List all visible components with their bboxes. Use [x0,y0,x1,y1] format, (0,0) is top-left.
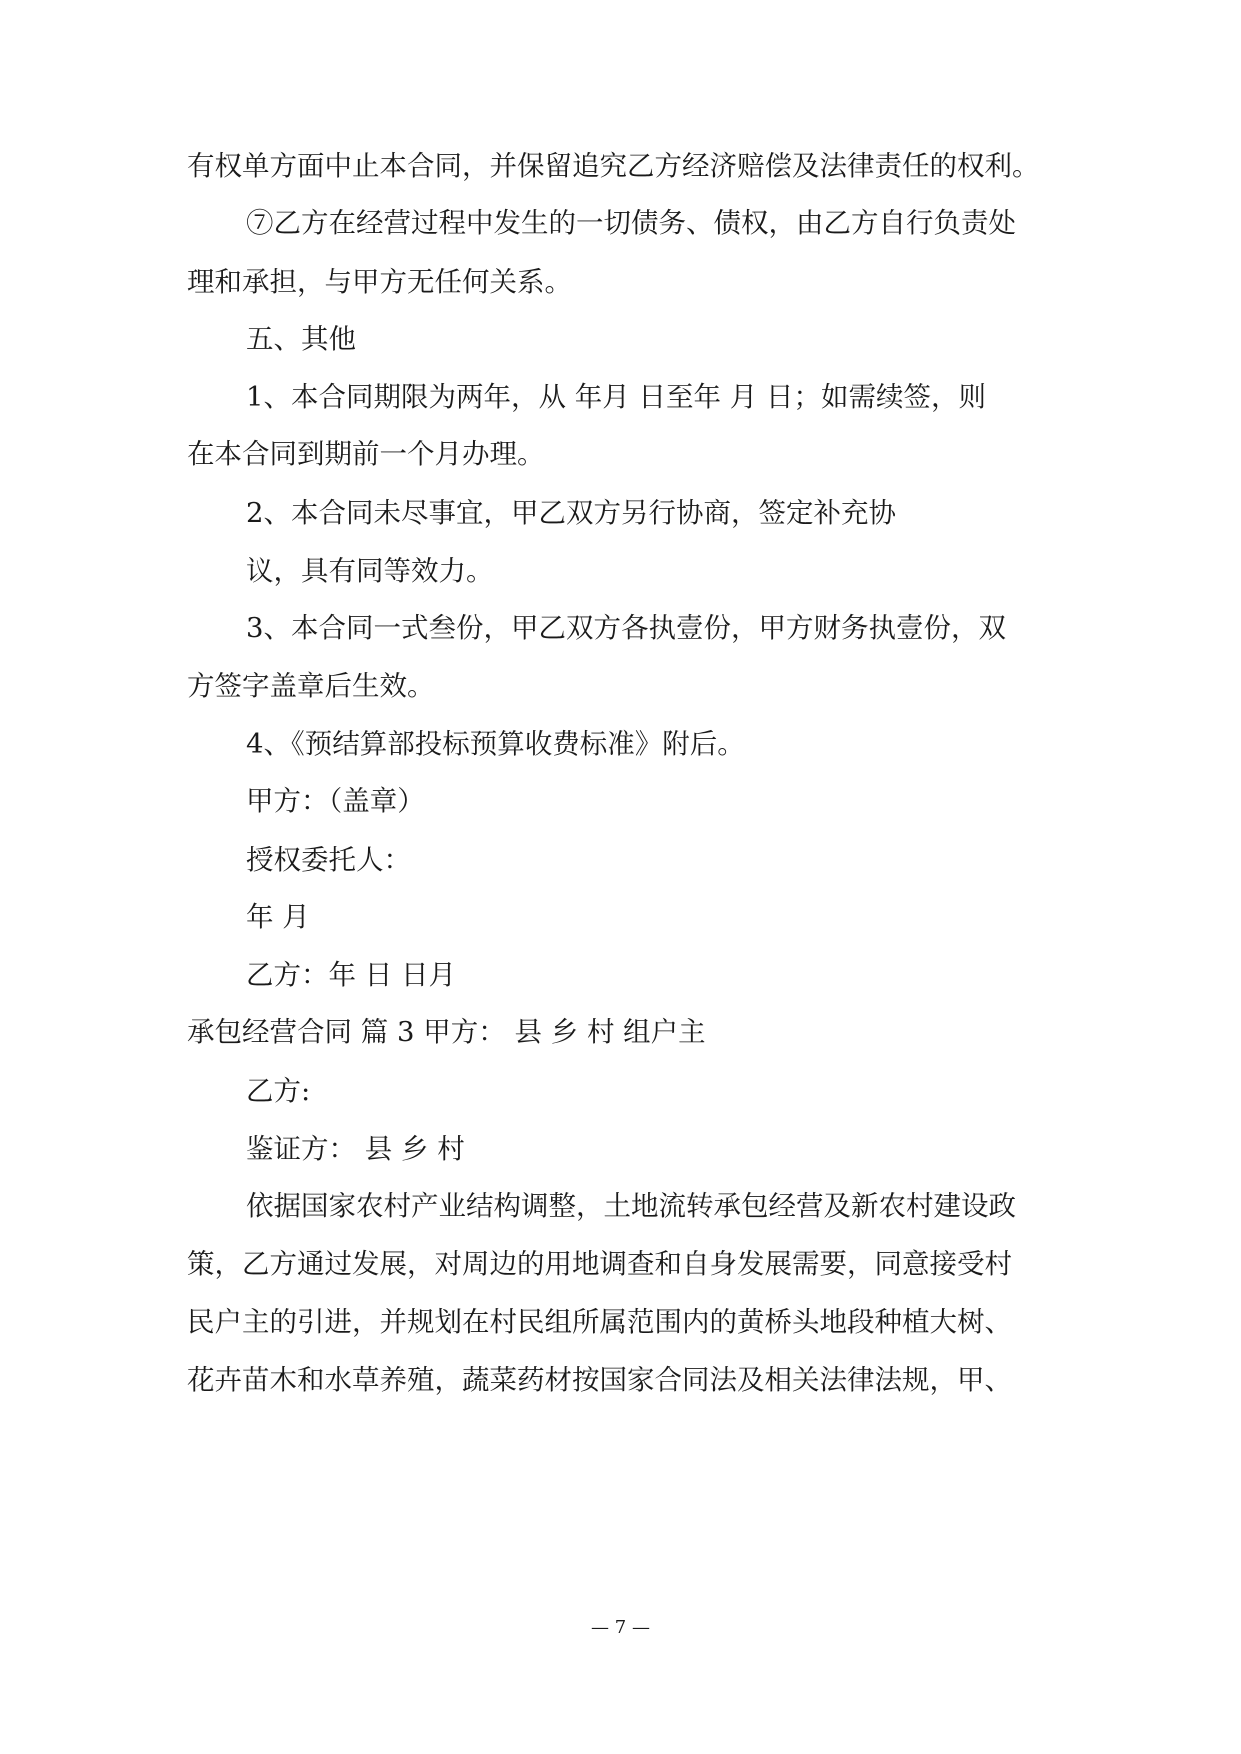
text-line: 理和承担，与甲方无任何关系。 [187,266,572,298]
text-line: 民户主的引进，并规划在村民组所属范围内的黄桥头地段种植大树、 [187,1306,1012,1338]
text-line: 有权单方面中止本合同，并保留追究乙方经济赔偿及法律责任的权利。 [187,150,1040,182]
authorized-agent: 授权委托人： [246,844,411,876]
text-line: 依据国家农村产业结构调整，土地流转承包经营及新农村建设政 [246,1190,1016,1222]
text-line: 1、本合同期限为两年，从 年月 日至年 月 日；如需续签，则 [246,381,986,413]
text-line: 在本合同到期前一个月办理。 [187,438,545,470]
text-line: 4、《预结算部投标预算收费标准》附后。 [246,728,745,760]
section-heading: 五、其他 [246,323,356,355]
text-line: 议，具有同等效力。 [246,555,494,587]
date-line: 年 月 [246,901,310,933]
witness-party: 鉴证方： 县 乡 村 [246,1133,465,1165]
text-line: ⑦乙方在经营过程中发生的一切债务、债权，由乙方自行负责处 [246,207,1016,239]
text-line: 方签字盖章后生效。 [187,670,435,702]
text-line: 3、本合同一式叁份，甲乙双方各执壹份，甲方财务执壹份，双 [246,612,1006,644]
party-b-label: 乙方: [246,1075,311,1107]
text-line: 策，乙方通过发展，对周边的用地调查和自身发展需要，同意接受村 [187,1248,1012,1280]
page-number: — 7 — [591,1617,650,1638]
text-line: 花卉苗木和水草养殖，蔬菜药材按国家合同法及相关法律法规，甲、 [187,1364,1012,1396]
party-a-seal: 甲方：（盖章） [246,785,425,817]
party-b-line: 乙方：年 日 日月 [246,959,456,991]
text-line: 2、本合同未尽事宜，甲乙双方另行协商，签定补充协 [246,497,896,529]
contract-title-line: 承包经营合同 篇 3 甲方： 县 乡 村 组户主 [187,1016,706,1048]
